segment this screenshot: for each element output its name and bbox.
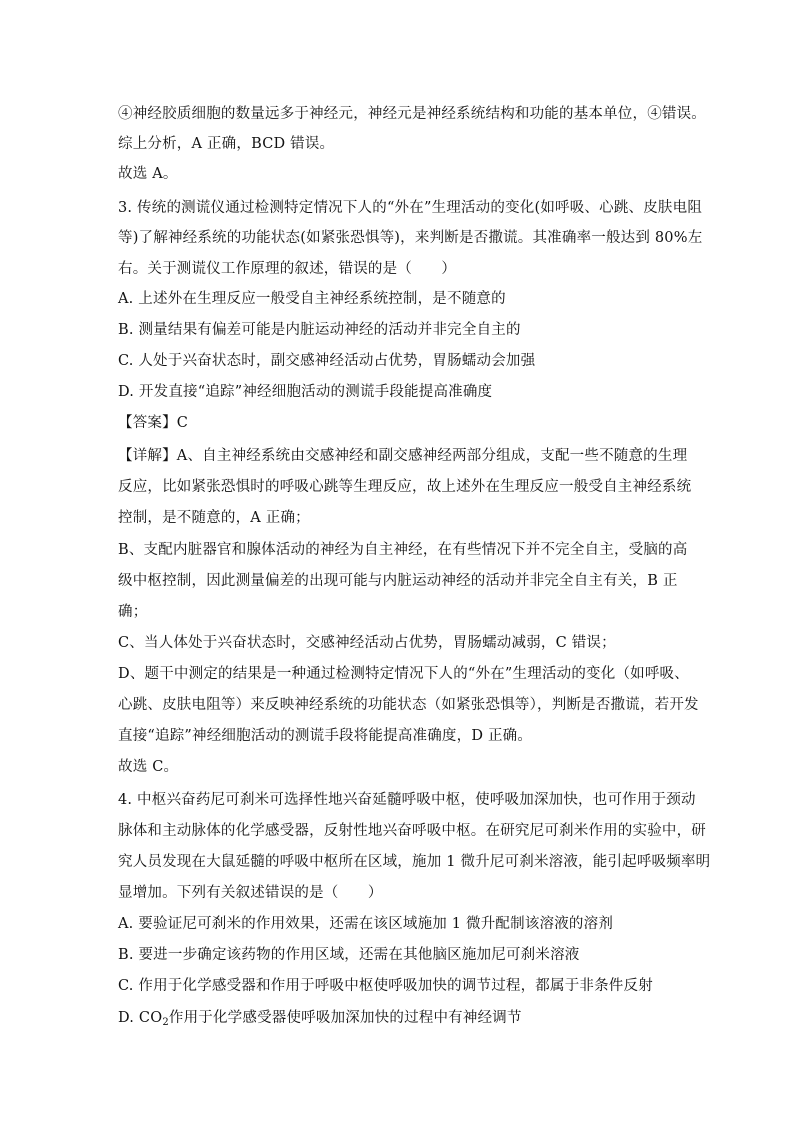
option-c: C. 作用于化学感受器和作用于呼吸中枢使呼吸加快的调节过程，都属于非条件反射: [118, 978, 653, 994]
explanation-line: 反应，比如紧张恐惧时的呼吸心跳等生理反应，故上述外在生理反应一般受自主神经系统: [118, 479, 692, 495]
option-b: B. 要进一步确定该药物的作用区域，还需在其他脑区施加尼可刹米溶液: [118, 947, 580, 963]
option-c: C. 人处于兴奋状态时，副交感神经活动占优势，胃肠蠕动会加强: [118, 353, 536, 369]
text-line: 综上分析，A 正确，BCD 错误。: [118, 136, 335, 152]
option-d-text: 作用于化学感受器使呼吸加深加快的过程中有神经调节: [168, 1010, 522, 1026]
option-d: D. 开发直接“追踪”神经细胞活动的测谎手段能提高准确度: [118, 384, 493, 400]
conclusion-line: 故选 C。: [118, 759, 179, 775]
question-4-stem: 究人员发现在大鼠延髓的呼吸中枢所在区域，施加 1 微升尼可刹米溶液，能引起呼吸频率明: [118, 854, 711, 870]
answer-label: 【答案】C: [118, 415, 189, 431]
explanation-line: 直接“追踪”神经细胞活动的测谎手段将能提高准确度，D 正确。: [118, 728, 533, 744]
option-a: A. 上述外在生理反应一般受自主神经系统控制，是不随意的: [118, 291, 506, 307]
question-3-stem: 等)了解神经系统的功能状态(如紧张恐惧等)，来判断是否撒谎。其准确率一般达到 80%左: [118, 230, 703, 246]
option-b: B. 测量结果有偏差可能是内脏运动神经的活动并非完全自主的: [118, 322, 521, 338]
explanation-line: 【详解】A、自主神经系统由交感神经和副交感神经两部分组成，支配一些不随意的生理: [118, 448, 688, 464]
question-3-stem: 右。关于测谎仪工作原理的叙述，错误的是（ ）: [118, 261, 457, 277]
subscript-2: 2: [162, 1017, 169, 1028]
explanation-line: 控制，是不随意的，A 正确；: [118, 510, 310, 526]
text-line: 故选 A。: [118, 166, 178, 182]
explanation-line: D、题干中测定的结果是一种通过检测特定情况下人的“外在”生理活动的变化（如呼吸、: [118, 666, 689, 682]
option-d: [118, 1008, 770, 1033]
text-line: ④神经胶质细胞的数量远多于神经元，神经元是神经系统结构和功能的基本单位，④错误。: [118, 106, 706, 122]
option-a: A. 要验证尼可刹米的作用效果，还需在该区域施加 1 微升配制该溶液的溶剂: [118, 916, 614, 932]
question-4-stem: 4. 中枢兴奋药尼可刹米可选择性地兴奋延髓呼吸中枢，使呼吸加深加快，也可作用于颈动: [118, 792, 696, 808]
explanation-line: C、当人体处于兴奋状态时，交感神经活动占优势，胃肠蠕动减弱，C 错误；: [118, 635, 616, 651]
explanation-line: 级中枢控制，因此测量偏差的出现可能与内脏运动神经的活动并非完全自主有关，B 正: [118, 573, 678, 589]
question-3-stem: 3. 传统的测谎仪通过检测特定情况下人的“外在”生理活动的变化(如呼吸、心跳、皮肤电阻: [118, 200, 703, 216]
explanation-line: 确；: [118, 604, 148, 620]
option-d-prefix: D. CO: [118, 1010, 163, 1026]
explanation-line: B、支配内脏器官和腺体活动的神经为自主神经，在有些情况下并不完全自主，受脑的高: [118, 542, 688, 558]
explanation-line: 心跳、皮肤电阻等）来反映神经系统的功能状态（如紧张恐惧等），判断是否撒谎，若开发: [118, 697, 699, 713]
question-4-stem: 脉体和主动脉体的化学感受器，反射性地兴奋呼吸中枢。在研究尼可刹米作用的实验中，研: [118, 823, 706, 839]
question-4-stem: 显增加。下列有关叙述错误的是（ ）: [118, 885, 383, 901]
